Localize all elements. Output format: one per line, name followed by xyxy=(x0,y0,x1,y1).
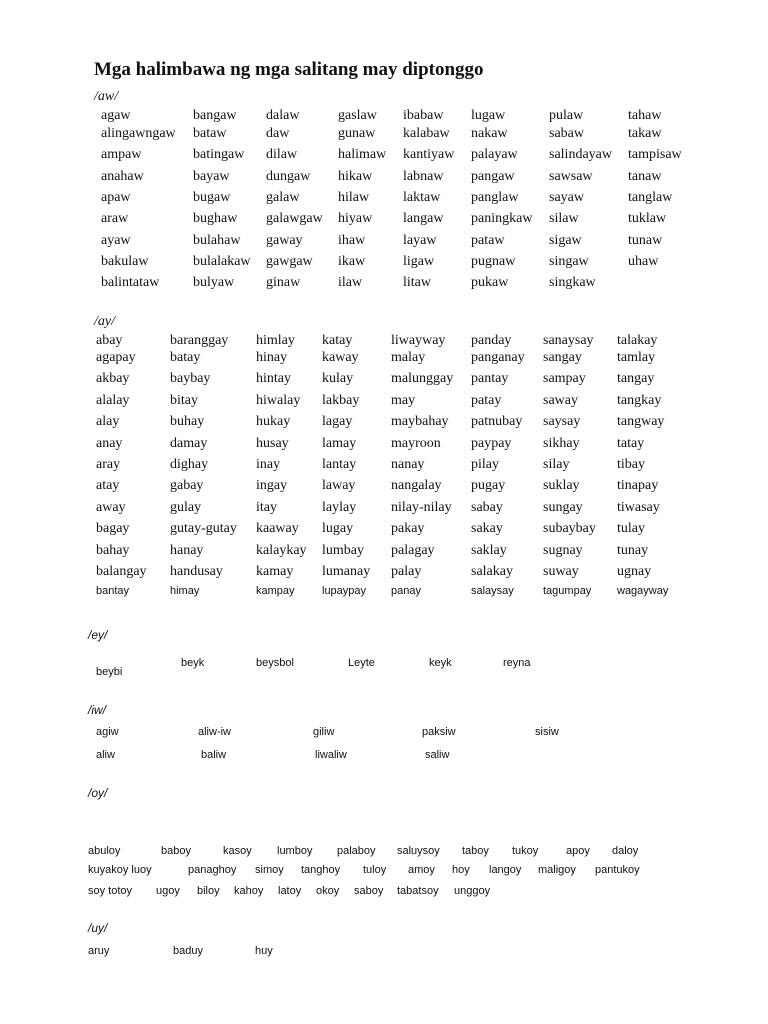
word-item: soy totoy xyxy=(88,885,133,897)
word-item: bughaw xyxy=(193,211,238,226)
word-item: panganay xyxy=(471,350,525,365)
word-item: patay xyxy=(471,393,502,408)
word-item: ayaw xyxy=(101,233,131,248)
word-item: keyk xyxy=(429,657,452,669)
word-item: saysay xyxy=(543,414,581,429)
word-item: galawgaw xyxy=(266,211,323,226)
word-item: sikhay xyxy=(543,436,580,451)
word-item: tangkay xyxy=(617,393,662,408)
word-item: nakaw xyxy=(471,126,508,141)
word-item: latoy xyxy=(278,885,302,897)
word-item: aray xyxy=(96,457,121,472)
word-item: beyk xyxy=(181,657,205,669)
word-item: gulay xyxy=(170,500,202,515)
word-item: dighay xyxy=(170,457,209,472)
word-item: abay xyxy=(96,333,123,348)
word-item: tibay xyxy=(617,457,645,472)
word-item: ibabaw xyxy=(403,108,444,123)
word-item: tukoy xyxy=(512,845,539,857)
word-item: tagumpay xyxy=(543,585,592,597)
word-item: hoy xyxy=(452,864,470,876)
word-item: batay xyxy=(170,350,201,365)
word-item: bagay xyxy=(96,521,130,536)
word-item: kaway xyxy=(322,350,359,365)
word-item: balintataw xyxy=(101,275,160,290)
word-item: bugaw xyxy=(193,190,231,205)
word-item: kaaway xyxy=(256,521,299,536)
word-item: saklay xyxy=(471,543,507,558)
word-item: pugnaw xyxy=(471,254,516,269)
word-item: singaw xyxy=(549,254,589,269)
word-item: bulyaw xyxy=(193,275,235,290)
word-item: panday xyxy=(471,333,512,348)
word-item: maybahay xyxy=(391,414,449,429)
word-item: kamay xyxy=(256,564,294,579)
word-item: tatay xyxy=(617,436,645,451)
word-item: galaw xyxy=(266,190,300,205)
word-item: lumanay xyxy=(322,564,371,579)
word-item: tangway xyxy=(617,414,665,429)
word-item: gunaw xyxy=(338,126,376,141)
word-item: pantay xyxy=(471,371,509,386)
word-item: laktaw xyxy=(403,190,441,205)
word-item: ihaw xyxy=(338,233,366,248)
word-item: tuloy xyxy=(363,864,387,876)
word-item: tangay xyxy=(617,371,655,386)
word-item: lumbay xyxy=(322,543,364,558)
word-item: simoy xyxy=(255,864,284,876)
word-item: nangalay xyxy=(391,478,442,493)
word-item: agaw xyxy=(101,108,131,123)
word-item: itay xyxy=(256,500,277,515)
word-item: dalaw xyxy=(266,108,300,123)
word-item: tamlay xyxy=(617,350,656,365)
word-item: handusay xyxy=(170,564,223,579)
section-header-oy: /oy/ xyxy=(88,786,108,800)
word-item: kulay xyxy=(322,371,354,386)
word-item: maligoy xyxy=(538,864,576,876)
word-item: katay xyxy=(322,333,353,348)
word-item: palay xyxy=(391,564,422,579)
word-item: baduy xyxy=(173,945,203,957)
word-item: anahaw xyxy=(101,169,144,184)
word-item: kantiyaw xyxy=(403,147,455,162)
word-item: halimaw xyxy=(338,147,387,162)
word-item: sungay xyxy=(543,500,583,515)
word-item: saliw xyxy=(425,749,450,761)
word-item: tanaw xyxy=(628,169,662,184)
word-item: agiw xyxy=(96,726,119,738)
word-item: atay xyxy=(96,478,120,493)
word-item: suklay xyxy=(543,478,580,493)
word-item: gutay-gutay xyxy=(170,521,237,536)
word-item: tampisaw xyxy=(628,147,682,162)
word-item: ikaw xyxy=(338,254,366,269)
word-item: husay xyxy=(256,436,289,451)
word-item: pukaw xyxy=(471,275,509,290)
word-item: patnubay xyxy=(471,414,523,429)
word-item: lagay xyxy=(322,414,353,429)
word-item: bantay xyxy=(96,585,130,597)
word-item: alingawngaw xyxy=(101,126,176,141)
page-title: Mga halimbawa ng mga salitang may diptonggo xyxy=(94,59,484,80)
word-item: litaw xyxy=(403,275,431,290)
word-item: hilaw xyxy=(338,190,370,205)
word-item: sawsaw xyxy=(549,169,593,184)
word-item: gaslaw xyxy=(338,108,377,123)
word-item: laway xyxy=(322,478,356,493)
word-item: bahay xyxy=(96,543,130,558)
word-item: sisiw xyxy=(535,726,559,738)
word-item: liwaliw xyxy=(315,749,347,761)
word-item: bulalakaw xyxy=(193,254,251,269)
word-item: beysbol xyxy=(256,657,294,669)
word-item: uhaw xyxy=(628,254,659,269)
word-item: sabaw xyxy=(549,126,584,141)
word-item: panay xyxy=(391,585,421,597)
word-item: saway xyxy=(543,393,578,408)
word-item: himay xyxy=(170,585,200,597)
word-item: sigaw xyxy=(549,233,582,248)
word-item: lakbay xyxy=(322,393,360,408)
word-item: paningkaw xyxy=(471,211,533,226)
word-item: kasoy xyxy=(223,845,252,857)
word-item: sakay xyxy=(471,521,503,536)
word-item: lantay xyxy=(322,457,357,472)
word-item: anay xyxy=(96,436,123,451)
section-header-ey: /ey/ xyxy=(88,628,108,642)
word-item: giliw xyxy=(313,726,335,738)
word-item: may xyxy=(391,393,416,408)
word-item: baboy xyxy=(161,845,191,857)
word-item: sampay xyxy=(543,371,586,386)
word-item: ilaw xyxy=(338,275,363,290)
word-item: malunggay xyxy=(391,371,454,386)
word-item: saboy xyxy=(354,885,384,897)
word-item: langoy xyxy=(489,864,522,876)
word-item: bataw xyxy=(193,126,227,141)
word-item: himlay xyxy=(256,333,295,348)
word-item: lugay xyxy=(322,521,354,536)
word-item: ugoy xyxy=(156,885,180,897)
word-item: dungaw xyxy=(266,169,311,184)
word-item: wagayway xyxy=(617,585,669,597)
word-item: tanglaw xyxy=(628,190,673,205)
word-item: silay xyxy=(543,457,570,472)
word-item: palagay xyxy=(391,543,435,558)
word-item: bayaw xyxy=(193,169,230,184)
word-item: sugnay xyxy=(543,543,583,558)
word-item: akbay xyxy=(96,371,130,386)
word-item: alay xyxy=(96,414,120,429)
word-item: gabay xyxy=(170,478,204,493)
word-item: salakay xyxy=(471,564,513,579)
word-item: palaboy xyxy=(337,845,376,857)
word-item: tinapay xyxy=(617,478,659,493)
word-item: beybi xyxy=(96,666,123,678)
word-item: batingaw xyxy=(193,147,245,162)
word-item: Leyte xyxy=(348,657,375,669)
word-item: hanay xyxy=(170,543,204,558)
word-item: sangay xyxy=(543,350,582,365)
word-item: tulay xyxy=(617,521,645,536)
word-item: hiyaw xyxy=(338,211,373,226)
section-header-aw: /aw/ xyxy=(94,89,119,104)
word-item: langaw xyxy=(403,211,444,226)
word-item: ugnay xyxy=(617,564,652,579)
word-item: baliw xyxy=(201,749,227,761)
word-item: dilaw xyxy=(266,147,298,162)
word-item: paksiw xyxy=(422,726,456,738)
word-item: talakay xyxy=(617,333,658,348)
word-item: abuloy xyxy=(88,845,121,857)
word-item: apaw xyxy=(101,190,131,205)
word-item: buhay xyxy=(170,414,205,429)
word-item: tahaw xyxy=(628,108,662,123)
word-item: hiwalay xyxy=(256,393,301,408)
word-item: biloy xyxy=(197,885,220,897)
word-item: mayroon xyxy=(391,436,441,451)
word-item: bitay xyxy=(170,393,198,408)
section-header-iw: /iw/ xyxy=(88,703,106,717)
word-item: aruy xyxy=(88,945,110,957)
word-item: pulaw xyxy=(549,108,584,123)
word-item: tuklaw xyxy=(628,211,667,226)
word-item: amoy xyxy=(408,864,435,876)
word-item: sayaw xyxy=(549,190,584,205)
word-item: subaybay xyxy=(543,521,596,536)
word-item: nilay-nilay xyxy=(391,500,452,515)
word-item: pangaw xyxy=(471,169,515,184)
word-item: damay xyxy=(170,436,208,451)
word-item: suway xyxy=(543,564,579,579)
section-header-ay: /ay/ xyxy=(94,314,115,329)
word-item: okoy xyxy=(316,885,340,897)
word-item: saluysoy xyxy=(397,845,440,857)
word-item: taboy xyxy=(462,845,489,857)
word-item: hinay xyxy=(256,350,288,365)
word-item: kampay xyxy=(256,585,295,597)
word-item: pilay xyxy=(471,457,499,472)
word-item: aliw xyxy=(96,749,115,761)
word-item: ingay xyxy=(256,478,288,493)
word-item: silaw xyxy=(549,211,579,226)
word-item: daw xyxy=(266,126,290,141)
word-item: kalaykay xyxy=(256,543,307,558)
word-item: pantukoy xyxy=(595,864,640,876)
word-item: araw xyxy=(101,211,129,226)
word-item: panaghoy xyxy=(188,864,237,876)
word-item: salaysay xyxy=(471,585,514,597)
word-item: liwayway xyxy=(391,333,446,348)
word-item: bulahaw xyxy=(193,233,241,248)
word-item: apoy xyxy=(566,845,590,857)
word-item: away xyxy=(96,500,126,515)
word-item: baranggay xyxy=(170,333,229,348)
word-item: lupaypay xyxy=(322,585,367,597)
word-item: tunaw xyxy=(628,233,663,248)
word-item: aliw-iw xyxy=(198,726,231,738)
word-item: kalabaw xyxy=(403,126,450,141)
word-item: singkaw xyxy=(549,275,596,290)
word-item: tiwasay xyxy=(617,500,660,515)
word-item: agapay xyxy=(96,350,136,365)
word-item: malay xyxy=(391,350,426,365)
word-item: lamay xyxy=(322,436,357,451)
word-item: alalay xyxy=(96,393,130,408)
word-item: ampaw xyxy=(101,147,142,162)
word-item: tunay xyxy=(617,543,649,558)
word-item: bangaw xyxy=(193,108,237,123)
word-item: hukay xyxy=(256,414,291,429)
word-item: gawgaw xyxy=(266,254,313,269)
word-item: labnaw xyxy=(403,169,444,184)
word-item: reyna xyxy=(503,657,531,669)
word-item: laylay xyxy=(322,500,357,515)
word-item: pataw xyxy=(471,233,505,248)
word-item: nanay xyxy=(391,457,425,472)
word-item: paypay xyxy=(471,436,512,451)
word-item: kuyakoy luoy xyxy=(88,864,152,876)
word-item: sabay xyxy=(471,500,503,515)
word-item: layaw xyxy=(403,233,437,248)
word-item: salindayaw xyxy=(549,147,612,162)
word-item: unggoy xyxy=(454,885,491,897)
word-item: takaw xyxy=(628,126,662,141)
word-item: tanghoy xyxy=(301,864,341,876)
word-item: pakay xyxy=(391,521,425,536)
word-item: pugay xyxy=(471,478,506,493)
word-item: inay xyxy=(256,457,281,472)
word-item: daloy xyxy=(612,845,639,857)
word-item: balangay xyxy=(96,564,147,579)
word-item: tabatsoy xyxy=(397,885,439,897)
word-item: lugaw xyxy=(471,108,506,123)
word-item: palayaw xyxy=(471,147,518,162)
section-header-uy: /uy/ xyxy=(88,921,108,935)
word-item: panglaw xyxy=(471,190,519,205)
word-item: sanaysay xyxy=(543,333,594,348)
word-item: huy xyxy=(255,945,273,957)
word-item: baybay xyxy=(170,371,211,386)
word-item: hikaw xyxy=(338,169,373,184)
word-item: lumboy xyxy=(277,845,313,857)
word-item: hintay xyxy=(256,371,291,386)
word-item: kahoy xyxy=(234,885,264,897)
word-item: bakulaw xyxy=(101,254,149,269)
word-item: gaway xyxy=(266,233,303,248)
word-item: ginaw xyxy=(266,275,301,290)
word-item: ligaw xyxy=(403,254,435,269)
